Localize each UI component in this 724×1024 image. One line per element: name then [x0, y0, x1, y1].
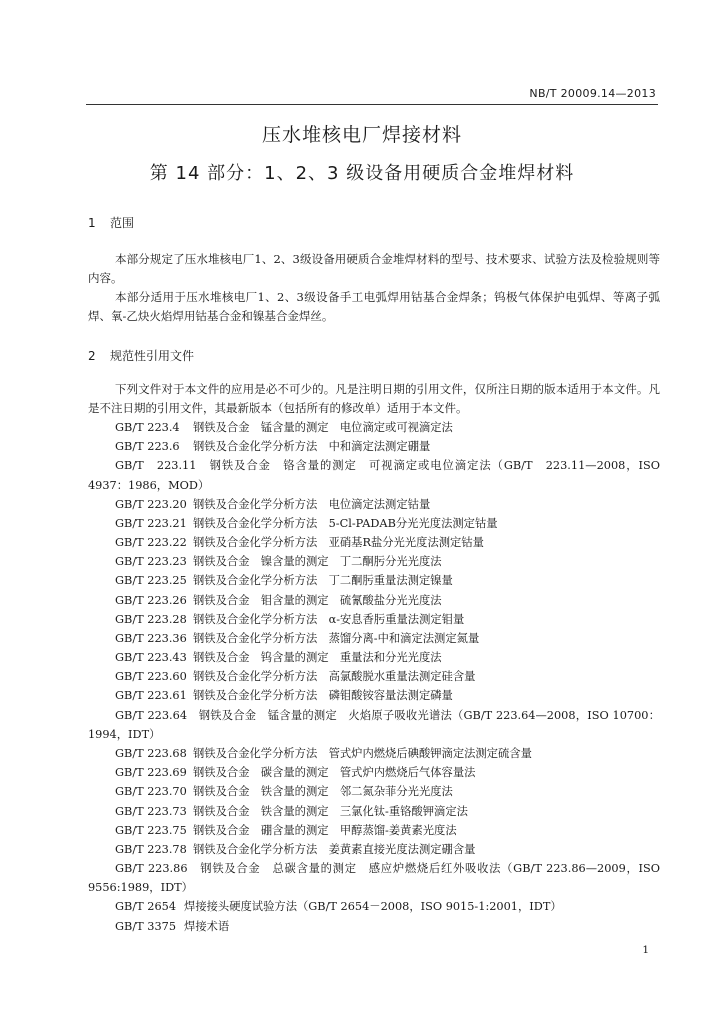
section-2-number: 2: [88, 349, 96, 363]
reference-text: GB/T 223.11 钢铁及合金 铬含量的测定 可视滴定或电位滴定法（GB/T 223.11—2008，ISO 4937：1986，MOD）: [88, 459, 660, 492]
reference-item: [88, 533, 660, 552]
reference-code: GB/T 223.73: [115, 804, 187, 818]
reference-item: [88, 782, 660, 801]
reference-item: [88, 514, 660, 533]
reference-item: [88, 610, 660, 629]
reference-code: GB/T 223.20: [115, 497, 187, 511]
reference-code: GB/T 223.21: [115, 516, 187, 530]
reference-code: GB/T 223.25: [115, 574, 187, 588]
reference-code: GB/T 223.61: [115, 689, 187, 703]
reference-title: 钢铁及合金 锰含量的测定 电位滴定或可视滴定法: [193, 421, 453, 434]
reference-item: [88, 821, 660, 840]
reference-item: [88, 802, 660, 821]
reference-item: [88, 686, 660, 705]
reference-title: 钢铁及合金 铁含量的测定 邻二氮杂菲分光光度法: [193, 785, 453, 799]
reference-code: GB/T 223.69: [115, 766, 187, 780]
reference-item: [88, 744, 660, 763]
document-part-title: 第 14 部分：1、2、3 级设备用硬质合金堆焊材料: [149, 163, 575, 184]
reference-title: 钢铁及合金 碳含量的测定 管式炉内燃烧后气体容量法: [193, 766, 476, 780]
reference-title: 钢铁及合金化学分析方法 中和滴定法测定硼量: [193, 440, 431, 454]
reference-title: 焊接术语: [184, 919, 230, 933]
reference-item: [88, 456, 660, 494]
reference-item: [88, 763, 660, 782]
reference-text: GB/T 223.86 钢铁及合金 总碳含量的测定 感应炉燃烧后红外吸收法（GB/T 223.86—2009，ISO 9556:1989，IDT）: [88, 862, 660, 895]
reference-title: 钢铁及合金化学分析方法 蒸馏分离-中和滴定法测定氮量: [193, 631, 480, 645]
reference-item: [88, 495, 660, 514]
reference-title: 钢铁及合金化学分析方法 姜黄素直接光度法测定硼含量: [193, 842, 476, 856]
reference-title: 钢铁及合金 镍含量的测定 丁二酮肟分光光度法: [193, 555, 442, 569]
reference-title: 钢铁及合金 钼含量的测定 硫氰酸盐分光光度法: [193, 593, 442, 607]
reference-code: GB/T 2654: [115, 900, 177, 914]
reference-item: [88, 591, 660, 610]
reference-item: [88, 840, 660, 859]
section-2-heading: [88, 347, 194, 364]
reference-list: [88, 418, 660, 936]
section-1-heading: [88, 214, 134, 231]
document-title: 压水堆核电厂焊接材料: [261, 124, 462, 146]
section-1-number: 1: [88, 216, 96, 230]
reference-item: [88, 667, 660, 686]
reference-code: GB/T 223.68: [115, 747, 187, 761]
reference-code: GB/T 223.75: [115, 823, 187, 837]
section-1-title: 范围: [110, 216, 135, 230]
reference-title: 钢铁及合金化学分析方法 亚硝基R盐分光光度法测定钴量: [193, 536, 484, 550]
references-intro: 下列文件对于本文件的应用是必不可少的。凡是注明日期的引用文件，仅所注日期的版本适用于本文件。凡是不注日期的引用文件，其最新版本（包括所有的修改单）适用于本文件。: [88, 382, 660, 415]
reference-item: [88, 418, 660, 437]
reference-item: [88, 897, 660, 916]
reference-item: [88, 552, 660, 571]
reference-code: GB/T 223.6: [115, 440, 180, 454]
reference-item: [88, 648, 660, 667]
reference-title: 钢铁及合金化学分析方法 5-Cl-PADAB分光光度法测定钴量: [193, 516, 498, 530]
reference-title: 焊接接头硬度试验方法（GB/T 2654－2008，ISO 9015-1:2001，IDT）: [184, 900, 562, 914]
reference-code: GB/T 223.78: [115, 842, 187, 856]
reference-title: 钢铁及合金 硼含量的测定 甲醇蒸馏-姜黄素光度法: [193, 823, 457, 837]
scope-paragraph-2: 本部分适用于压水堆核电厂1、2、3级设备手工电弧焊用钴基合金焊条；钨极气体保护电弧焊、等离子弧焊、氧-乙炔火焰焊用钴基合金和镍基合金焊丝。: [88, 290, 660, 323]
reference-title: 钢铁及合金化学分析方法 丁二酮肟重量法测定镍量: [193, 574, 453, 588]
reference-code: GB/T 223.28: [115, 612, 187, 626]
reference-title: 钢铁及合金 钨含量的测定 重量法和分光光度法: [193, 651, 442, 665]
reference-text: GB/T 223.64 钢铁及合金 锰含量的测定 火焰原子吸收光谱法（GB/T 223.64—2008，ISO 10700：1994，IDT）: [88, 708, 660, 741]
reference-item: [88, 629, 660, 648]
reference-item: [88, 437, 660, 456]
reference-title: 钢铁及合金化学分析方法 α-安息香肟重量法测定钼量: [193, 612, 465, 626]
scope-paragraph-1: 本部分规定了压水堆核电厂1、2、3级设备用硬质合金堆焊材料的型号、技术要求、试验方法及检验规则等内容。: [88, 252, 660, 285]
reference-code: GB/T 223.23: [115, 555, 187, 569]
reference-code: GB/T 3375: [115, 919, 177, 933]
reference-code: GB/T 223.60: [115, 670, 187, 684]
reference-title: 钢铁及合金化学分析方法 电位滴定法测定钴量: [193, 497, 431, 511]
section-2-title: 规范性引用文件: [110, 349, 195, 363]
reference-code: GB/T 223.22: [115, 536, 187, 550]
page-number: 1: [642, 944, 649, 956]
reference-code: GB/T 223.4: [115, 421, 180, 434]
reference-item: [88, 571, 660, 590]
reference-code: GB/T 223.43: [115, 651, 187, 665]
standard-code: NB/T 20009.14—2013: [529, 87, 656, 100]
reference-title: 钢铁及合金 铁含量的测定 三氯化钛-重铬酸钾滴定法: [193, 804, 468, 818]
reference-code: GB/T 223.26: [115, 593, 187, 607]
reference-code: GB/T 223.70: [115, 785, 187, 799]
reference-item: [88, 859, 660, 897]
reference-title: 钢铁及合金化学分析方法 管式炉内燃烧后碘酸钾滴定法测定硫含量: [193, 747, 532, 761]
reference-title: 钢铁及合金化学分析方法 高氯酸脱水重量法测定硅含量: [193, 670, 476, 684]
reference-item: [88, 706, 660, 744]
header-divider: [86, 104, 658, 105]
reference-item: [88, 917, 660, 936]
reference-title: 钢铁及合金化学分析方法 磷钼酸铵容量法测定磷量: [193, 689, 453, 703]
reference-code: GB/T 223.36: [115, 631, 187, 645]
